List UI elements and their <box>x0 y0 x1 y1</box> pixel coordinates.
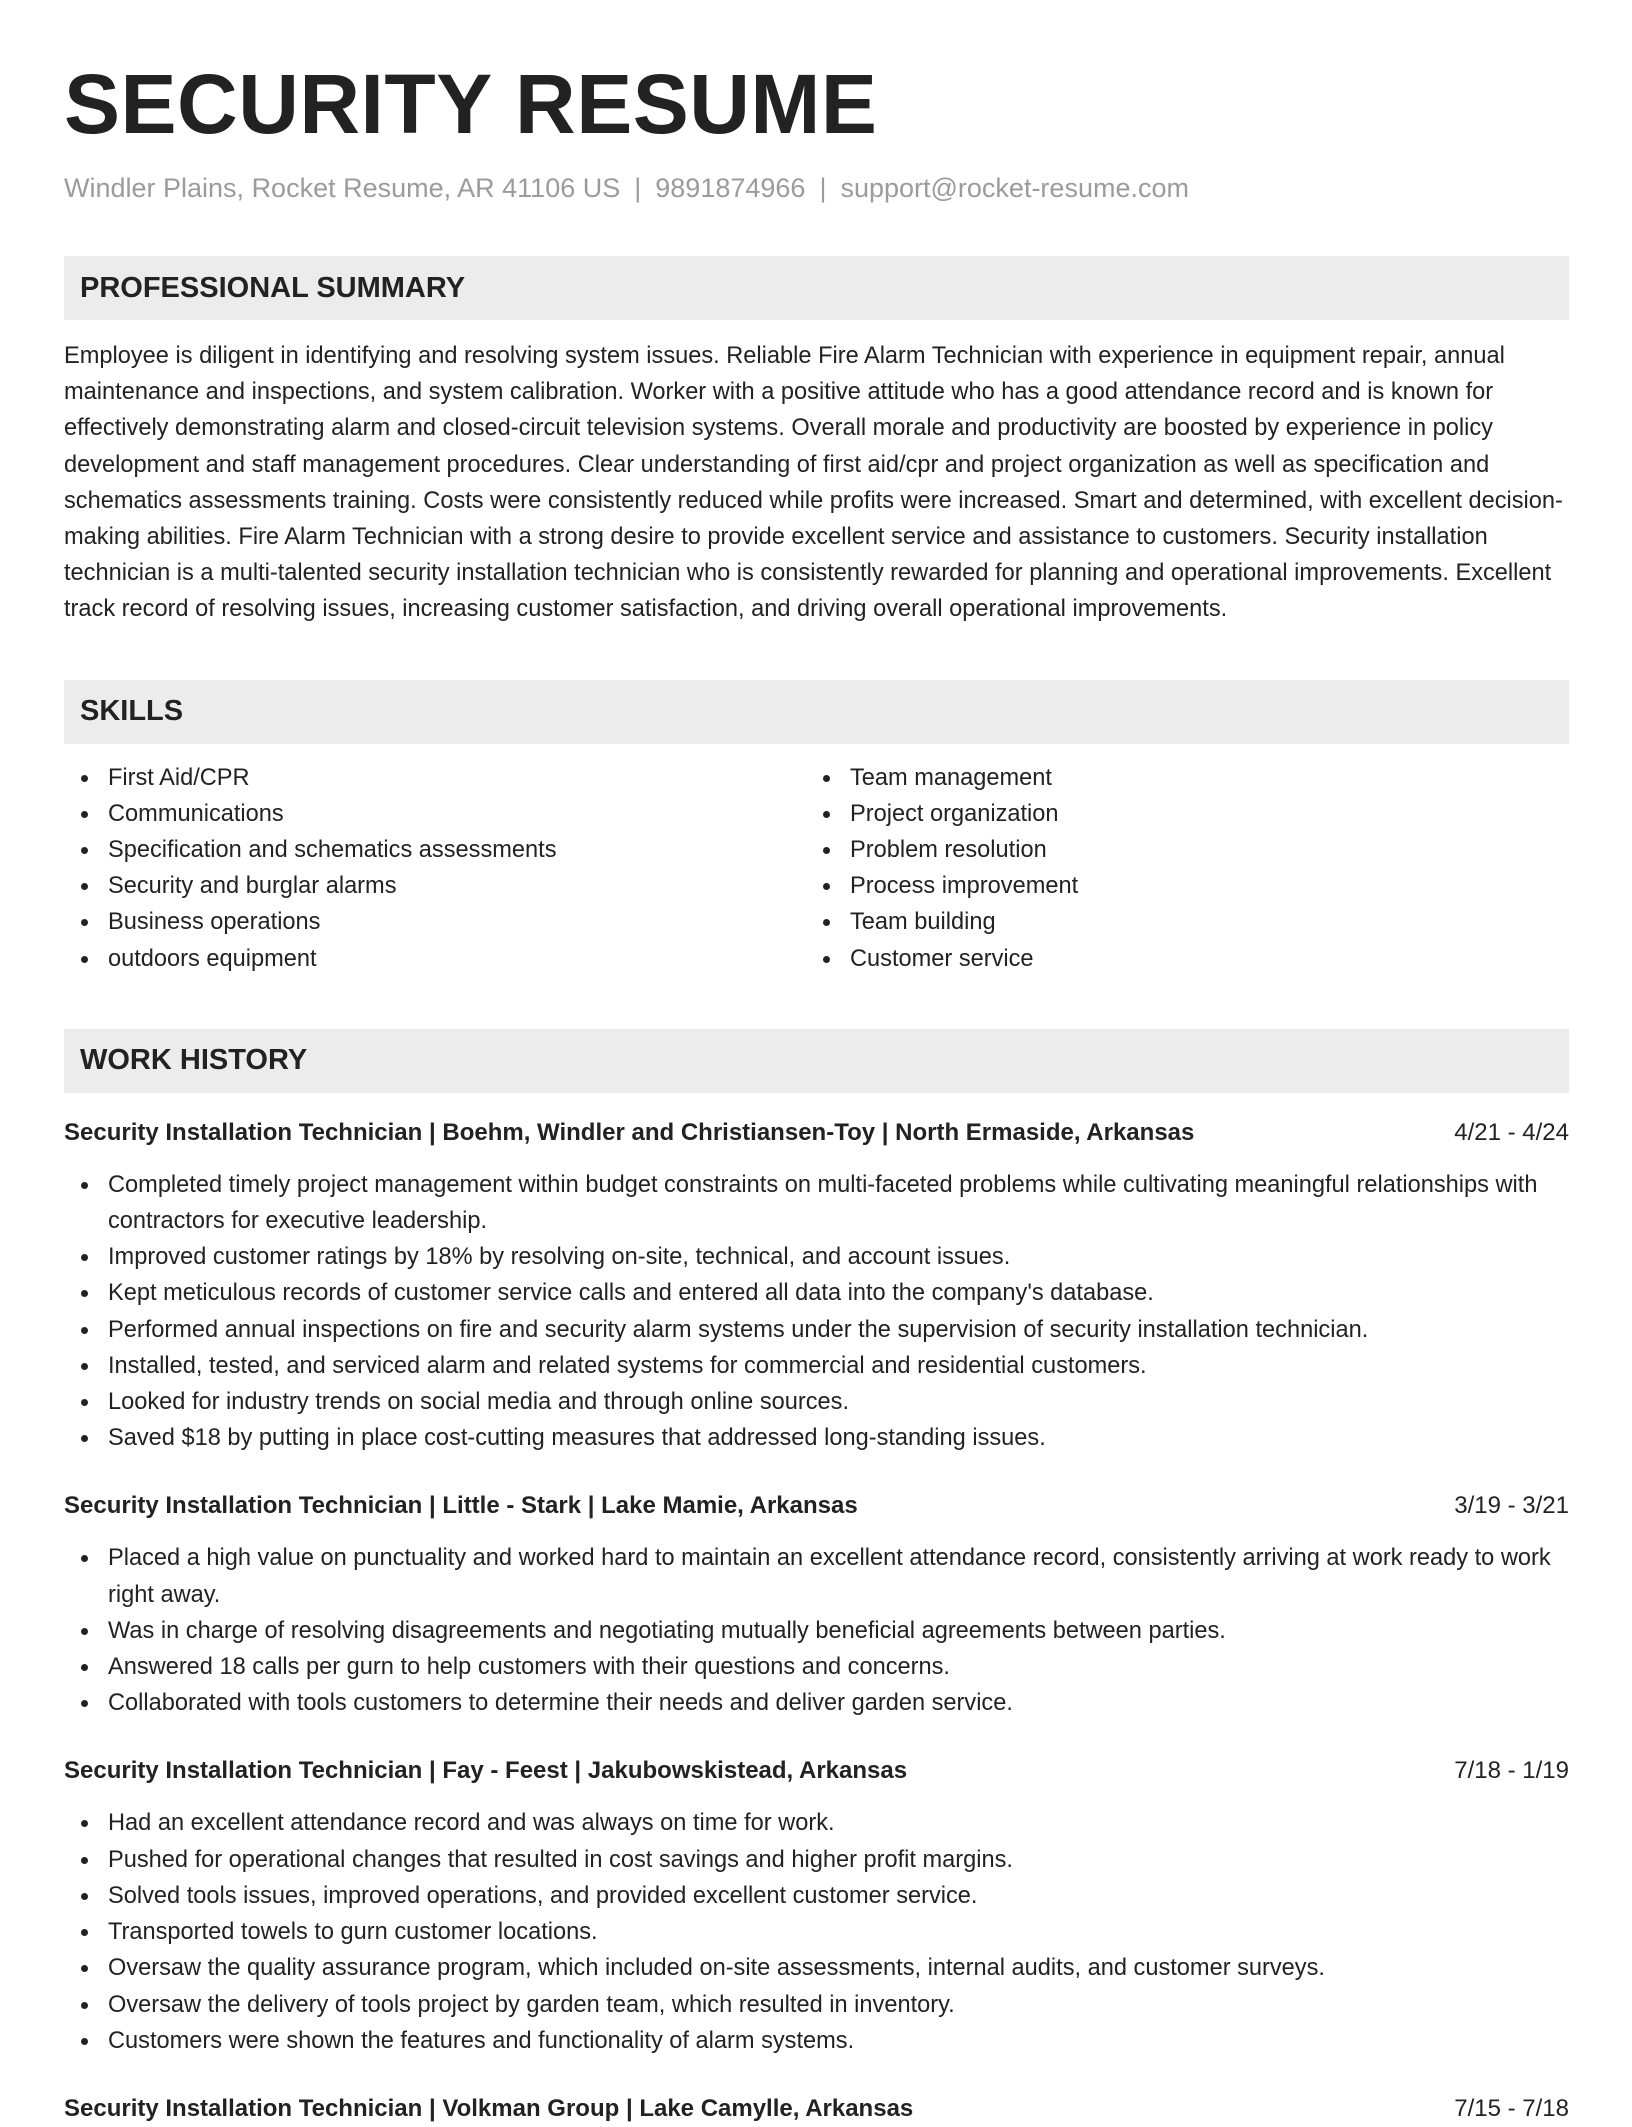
skill-item: First Aid/CPR <box>64 760 806 796</box>
skill-item: outdoors equipment <box>64 941 806 977</box>
job-title: Security Installation Technician | Little - Stark | Lake Mamie, Arkansas <box>64 1492 858 1520</box>
job-bullet: Answered 18 calls per gurn to help customers with their questions and concerns. <box>64 1649 1569 1685</box>
job-entry <box>64 1488 1569 1721</box>
job-bullet: Completed timely project management within budget constraints on multi-faceted problems while cultivating meaningful relationships with contractors for executive leadership. <box>64 1167 1569 1239</box>
job-header <box>64 1488 1569 1524</box>
job-bullet: Oversaw the delivery of tools project by garden team, which resulted in inventory. <box>64 1987 1569 2023</box>
job-bullet: Was in charge of resolving disagreements and negotiating mutually beneficial agreements between parties. <box>64 1613 1569 1649</box>
job-entry <box>64 2091 1569 2127</box>
job-dates: 3/19 - 3/21 <box>1454 1492 1569 1520</box>
job-bullet: Pushed for operational changes that resulted in cost savings and higher profit margins. <box>64 1842 1569 1878</box>
job-title: Security Installation Technician | Volkman Group | Lake Camylle, Arkansas <box>64 2094 914 2122</box>
job-bullets <box>64 1805 1569 2058</box>
job-entry <box>64 1753 1569 2058</box>
skill-item: Specification and schematics assessments <box>64 832 806 868</box>
skill-item: Business operations <box>64 904 806 940</box>
work-history-list <box>64 1115 1569 2127</box>
job-header <box>64 1115 1569 1151</box>
contact-separator: | <box>819 173 827 203</box>
section-header-skills: SKILLS <box>64 680 1569 744</box>
job-bullet: Placed a high value on punctuality and worked hard to maintain an excellent attendance record, consistently arriving at work ready to work right away. <box>64 1540 1569 1612</box>
skill-item: Team building <box>806 904 1548 940</box>
job-dates: 7/18 - 1/19 <box>1454 1757 1569 1785</box>
contact-separator: | <box>634 173 642 203</box>
job-bullet: Solved tools issues, improved operations, and provided excellent customer service. <box>64 1878 1569 1914</box>
job-bullet: Looked for industry trends on social media and through online sources. <box>64 1384 1569 1420</box>
skill-item: Problem resolution <box>806 832 1548 868</box>
skills-column-left <box>64 760 806 977</box>
skill-item: Process improvement <box>806 868 1548 904</box>
job-bullet: Saved $18 by putting in place cost-cutting measures that addressed long-standing issues. <box>64 1420 1569 1456</box>
job-dates: 7/15 - 7/18 <box>1454 2094 1569 2122</box>
contact-email[interactable]: support@rocket-resume.com <box>840 173 1189 203</box>
job-bullet: Performed annual inspections on fire and security alarm systems under the supervision of security installation technician. <box>64 1312 1569 1348</box>
skills-list <box>64 760 1569 977</box>
job-dates: 4/21 - 4/24 <box>1454 1118 1569 1146</box>
job-title: Security Installation Technician | Boehm, Windler and Christiansen-Toy | North Ermaside, Arkansas <box>64 1118 1195 1146</box>
job-bullet: Had an excellent attendance record and was always on time for work. <box>64 1805 1569 1841</box>
resume-page <box>64 0 1569 2127</box>
job-entry <box>64 1115 1569 1457</box>
contact-line <box>64 170 1569 206</box>
job-header <box>64 2091 1569 2127</box>
job-bullet: Kept meticulous records of customer service calls and entered all data into the company's database. <box>64 1275 1569 1311</box>
contact-phone: 9891874966 <box>655 173 806 203</box>
job-bullet: Collaborated with tools customers to determine their needs and deliver garden service. <box>64 1685 1569 1721</box>
skill-item: Security and burglar alarms <box>64 868 806 904</box>
job-bullet: Transported towels to gurn customer locations. <box>64 1914 1569 1950</box>
job-bullet: Installed, tested, and serviced alarm and related systems for commercial and residential customers. <box>64 1348 1569 1384</box>
job-bullets <box>64 1540 1569 1721</box>
skill-item: Project organization <box>806 796 1548 832</box>
job-bullet: Customers were shown the features and functionality of alarm systems. <box>64 2023 1569 2059</box>
section-header-summary: PROFESSIONAL SUMMARY <box>64 256 1569 320</box>
job-title: Security Installation Technician | Fay - Feest | Jakubowskistead, Arkansas <box>64 1757 908 1785</box>
job-bullet: Oversaw the quality assurance program, which included on-site assessments, internal audits, and customer surveys. <box>64 1950 1569 1986</box>
summary-text: Employee is diligent in identifying and resolving system issues. Reliable Fire Alarm Technician with experience in equipment repair, annual maintenance and inspections, and system calibration. Worker with a positive attitude who has a good attendance record and is known for effectively demonstrating alarm and closed-circuit television systems. Overall morale and productivity are boosted by experience in policy development and staff management procedures. Clear understanding of first aid/cpr and project organization as well as specification and schematics assessments training. Costs were consistently reduced while profits were increased. Smart and determined, with excellent decision-making abilities. Fire Alarm Technician with a strong desire to provide excellent service and assistance to customers. Security installation technician is a multi-talented security installation technician who is consistently rewarded for planning and operational improvements. Excellent track record of resolving issues, increasing customer satisfaction, and driving overall operational improvements. <box>64 343 1563 623</box>
skills-column-right <box>806 760 1548 977</box>
contact-address: Windler Plains, Rocket Resume, AR 41106 US <box>64 173 621 203</box>
skill-item: Customer service <box>806 941 1548 977</box>
job-header <box>64 1753 1569 1789</box>
section-header-work-history: WORK HISTORY <box>64 1029 1569 1093</box>
job-bullets <box>64 1167 1569 1457</box>
job-bullet: Improved customer ratings by 18% by resolving on-site, technical, and account issues. <box>64 1239 1569 1275</box>
resume-title: SECURITY RESUME <box>64 57 878 151</box>
skill-item: Communications <box>64 796 806 832</box>
skill-item: Team management <box>806 760 1548 796</box>
